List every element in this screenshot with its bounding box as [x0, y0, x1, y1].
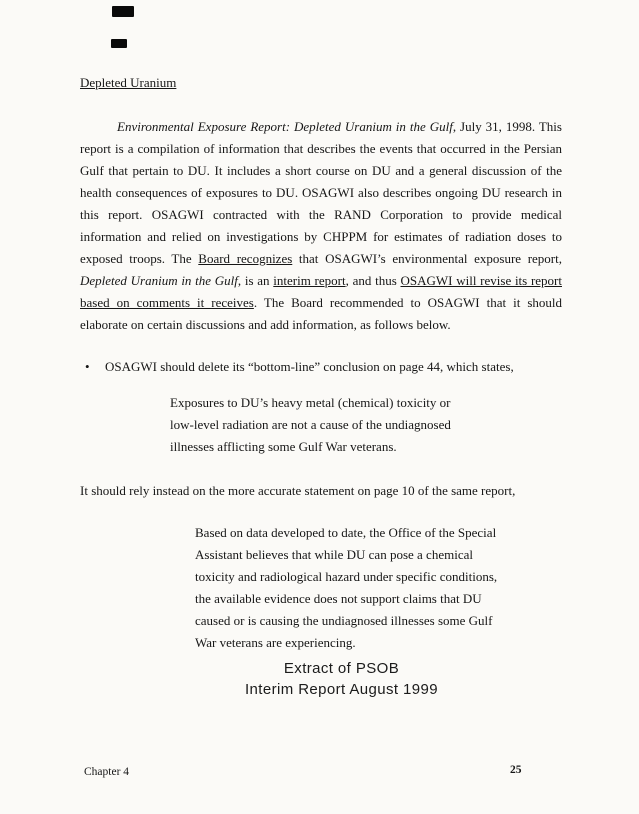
scan-artifact-top	[112, 6, 134, 17]
closing-line-2: Interim Report August 1999	[244, 681, 438, 698]
bullet-text: OSAGWI should delete its “bottom-line” conclusion on page 44, which states,	[105, 359, 514, 374]
block-quote-page44: Exposures to DU’s heavy metal (chemical) toxicity or low-level radiation are not a cause of the undiagnosed illnesses afflicting some Gulf War veterans.	[170, 395, 451, 454]
closing-note	[122, 658, 561, 700]
scan-artifact-second	[111, 39, 127, 48]
main-paragraph: Environmental Exposure Report: Depleted Uranium in the Gulf, July 31, 1998. This report is a compilation of information that describes the events that occurred in the Persian Gulf that pertain to DU. It includes a short course on DU and a general discussion of the health consequences of exposures to DU. OSAGWI also describes ongoing DU research in this report. OSAGWI contracted with the RAND Corporation to provide medical information and relied on investigations by CHPPM for estimates of radiation doses to exposed troops. The Board recognizes that OSAGWI’s environmental exposure report, Depleted Uranium in the Gulf, is an interim report, and thus OSAGWI will revise its report based on comments it receives. The Board recommended to OSAGWI that it should elaborate on certain discussions and add information, as follows below.	[80, 119, 563, 332]
bullet-item	[80, 356, 525, 378]
footer-page-number: 25	[510, 764, 522, 776]
section-heading: Depleted Uranium	[80, 75, 177, 90]
block-quote-page10: Based on data developed to date, the Office of the Special Assistant believes that while DU can pose a chemical toxicity and radiological hazard under specific conditions, the available evidence does not support claims that DU caused or is causing the undiagnosed illnesses some Gulf War veterans are experiencing.	[195, 525, 498, 650]
footer-chapter-label: Chapter 4	[84, 766, 130, 778]
bullet-icon: •	[85, 359, 90, 374]
closing-line-1: Extract of PSOB	[283, 660, 400, 677]
followup-paragraph: It should rely instead on the more accurate statement on page 10 of the same report,	[80, 483, 516, 498]
